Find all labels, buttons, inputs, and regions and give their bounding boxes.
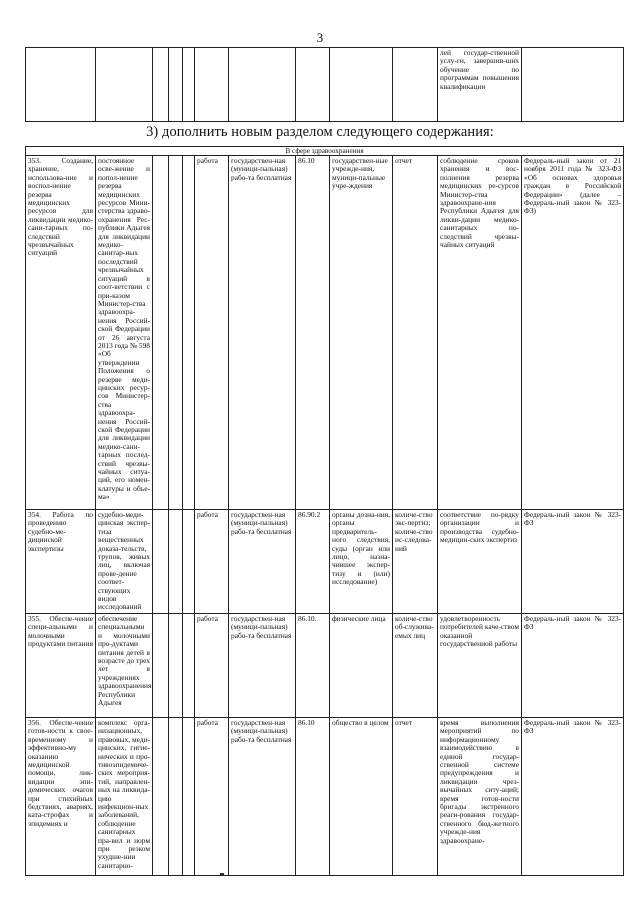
section-heading: 3) дополнить новым разделом следующего содержания:: [146, 124, 494, 140]
empty-cell: [183, 156, 195, 510]
okved-cell: 86.90.2: [296, 510, 330, 614]
consumers-cell: общество в целом: [330, 717, 393, 875]
table-row: [26, 510, 624, 614]
service-name-cell: 355. Обеспе-чение специ-альными и молочными продуктами питания: [26, 613, 96, 717]
fragment-cell: [195, 48, 229, 122]
continuation-table-fragment: [25, 47, 624, 122]
fragment-cell: [153, 48, 169, 122]
consumers-cell: органы дозна-ния, органы предваритель-ного следствия, суды (орган или лицо, назна-чившее экспер-тизу и (или) исследование): [330, 510, 393, 614]
okved-cell: 86.10: [296, 717, 330, 875]
basis-cell: Федераль-ный закон № 323-ФЗ: [522, 717, 624, 875]
empty-cell: [153, 613, 169, 717]
fragment-cell: [393, 48, 438, 122]
empty-cell: [153, 510, 169, 614]
volume-cell: количе-ство экс-пертиз; количе-ство ис-следова-ний: [393, 510, 438, 614]
basis-cell: Федераль-ный закон № 323-ФЗ: [522, 613, 624, 717]
service-name-cell: 354. Работа по проведению судебно-ме-дицинской экспертизы: [26, 510, 96, 614]
table-row: [26, 156, 624, 510]
quality-cell: время выполнения мероприятий по информационному взаимодействию в единой государ-ственной системе предупреждения и ликвидации чрез-вычайных ситу-аций; время готов-ности бригады экстренного реаги-рования государ-ственного бюд-жетного учрежде-ния здравоохране-: [438, 717, 522, 875]
quality-cell: удовлетворенность потребителей каче-ством оказанной государственной работы: [438, 613, 522, 717]
empty-cell: [169, 156, 183, 510]
fragment-cell: [330, 48, 393, 122]
empty-cell: [183, 510, 195, 614]
service-name-cell: 356. Обеспе-чение готов-ности к свое-временному и эффективно-му оказанию медицинской помощи, лик-видации эпи-демических очагов при стихийных бедствиях, авариях, ката-строфах и эпидемиях и: [26, 717, 96, 875]
services-table: [25, 146, 624, 876]
service-content-cell: судебно-меди-цинская экспер-тиза вещественных доказа-тельств, трупов, живых лиц, включая прове-дение соответ-ствующих видов исследований: [96, 510, 153, 614]
okved-cell: 86.10: [296, 156, 330, 510]
fragment-cell: [296, 48, 330, 122]
basis-cell: Федераль-ный закон от 21 ноября 2011 года № 323-ФЗ «Об основах здоровья граждан в Российской Федерации» (далее – Федераль-ный закон № 323-ФЗ): [522, 156, 624, 510]
table-row: [26, 717, 624, 875]
fragment-cell: [229, 48, 296, 122]
kind-cell: государствен-ная (муници-пальная) рабо-та бесплатная: [229, 510, 296, 614]
service-name-cell: 353. Создание, хранение, использова-ние и воспол-нение резерва медицинских ресурсов для ликвидации медико-сани-тарных по-следствий чрезвычайных ситуаций: [26, 156, 96, 510]
empty-cell: [169, 717, 183, 875]
scan-mark: [220, 873, 224, 875]
volume-cell: количе-ство об-служива-емых лиц: [393, 613, 438, 717]
empty-cell: [169, 510, 183, 614]
fragment-cell: [522, 48, 624, 122]
kind-cell: государствен-ная (муници-пальная) рабо-та бесплатная: [229, 156, 296, 510]
empty-cell: [169, 613, 183, 717]
sphere-header: В сфере здравоохранения: [26, 147, 624, 156]
page-number: 3: [316, 30, 324, 45]
fragment-cell: [96, 48, 153, 122]
fragment-cell: [169, 48, 183, 122]
kind-cell: государствен-ная (муници-пальная) рабо-та бесплатная: [229, 613, 296, 717]
okved-cell: 86.10.: [296, 613, 330, 717]
type-cell: работа: [195, 613, 229, 717]
fragment-text-cell: лей государ-ственной услу-ги, завершив-ших обучение по программам повышения квалификации: [438, 48, 522, 122]
empty-cell: [183, 717, 195, 875]
quality-cell: соблюдение сроков хранения и вос-полнения резерва медицинских ре-сурсов Министер-ства здравоохране-ния Республики Адыгея для ликви-дации медико-санитарных по-следствий чрезвы-чайных ситуаций: [438, 156, 522, 510]
empty-cell: [183, 613, 195, 717]
kind-cell: государствен-ная (муници-пальная) рабо-та бесплатная: [229, 717, 296, 875]
table-row: [26, 613, 624, 717]
type-cell: работа: [195, 717, 229, 875]
volume-cell: отчет: [393, 156, 438, 510]
fragment-cell: [183, 48, 195, 122]
volume-cell: отчет: [393, 717, 438, 875]
service-content-cell: обеспечение специальными и молочными про-дуктами питания детей в возрасте до трех лет в учреждениях здравоохранения Республики Адыгея: [96, 613, 153, 717]
consumers-cell: физические лица: [330, 613, 393, 717]
type-cell: работа: [195, 510, 229, 614]
empty-cell: [153, 156, 169, 510]
empty-cell: [153, 717, 169, 875]
consumers-cell: государствен-ные учрежде-ния, муници-пальные учре-ждения: [330, 156, 393, 510]
basis-cell: Федераль-ный закон № 323-ФЗ: [522, 510, 624, 614]
service-content-cell: комплекс орга-низационных, правовых, меди-цинских, гигие-нических и про-тивоэпидемиче-ских мероприя-тий, направлен-ных на ликвида-цию инфекцион-ных заболеваний, соблюдение санитарных пра-вил и норм при резком ухудше-нии санитарно-: [96, 717, 153, 875]
type-cell: работа: [195, 156, 229, 510]
fragment-cell: [26, 48, 96, 122]
quality-cell: соответствие по-рядку организации и производства судебно-медицин-ских экспертиз: [438, 510, 522, 614]
service-content-cell: постоянное осве-жение и попол-нение резерва медицинских ресурсов Мини-стерства здраво-охранения Рес-публики Адыгея для ликвидации медико-санитар-ных последствий чрезвычайных ситуаций в соот-ветствии с при-казом Министер-ства здравоохра-нения Россий-ской Федерации от 26 августа 2013 года № 598 «Об утверждении Положения о резерве меди-цинских ресур-сов Министер-ства здравоохра-нения Россий-ской Федерации для ликвидации медико-сани-тарных послед-ствий чрезвы-чайных ситуа-ций, его номен-клатуры и объе-ма»: [96, 156, 153, 510]
